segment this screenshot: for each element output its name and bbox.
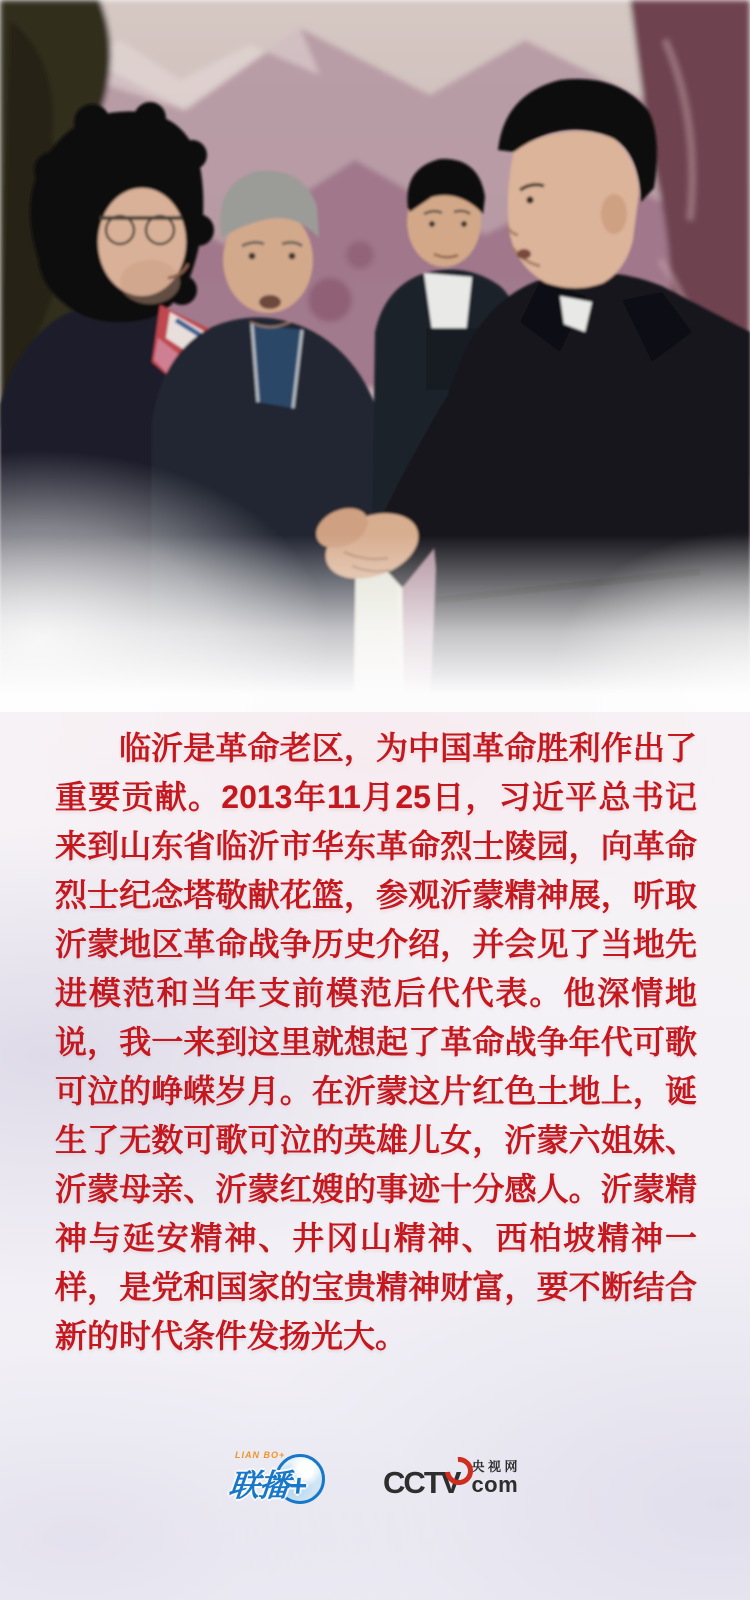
cctv-site-name: 央视网	[471, 1458, 521, 1474]
article	[55, 724, 697, 1361]
cctv-logo	[383, 1452, 521, 1502]
hero-photo-svg	[0, 0, 750, 712]
cctv-wordmark: CCTV	[383, 1464, 460, 1500]
cctv-text-column	[471, 1458, 521, 1496]
footer-logos	[0, 1448, 750, 1506]
hero-photo	[0, 0, 750, 712]
lianbo-logo	[226, 1448, 333, 1506]
lianbo-tagline: LIAN BO+	[235, 1450, 286, 1460]
article-text: 临沂是革命老区，为中国革命胜利作出了重要贡献。2013年11月25日，习近平总书记来到山东省临沂市华东革命烈士陵园，向革命烈士纪念塔敬献花篮，参观沂蒙精神展，听取沂蒙地区革命战争历史介绍，并会见了当地先进模范和当年支前模范后代代表。他深情地说，我一来到这里就想起了革命战争年代可歌可泣的峥嵘岁月。在沂蒙这片红色土地上，诞生了无数可歌可泣的英雄儿女，沂蒙六姐妹、沂蒙母亲、沂蒙红嫂的事迹十分感人。沂蒙精神与延安精神、井冈山精神、西柏坡精神一样，是党和国家的宝贵精神财富，要不断结合新的时代条件发扬光大。	[55, 730, 697, 1354]
lianbo-wordmark: 联播+	[226, 1468, 308, 1503]
cctv-domain: com	[471, 1472, 519, 1498]
